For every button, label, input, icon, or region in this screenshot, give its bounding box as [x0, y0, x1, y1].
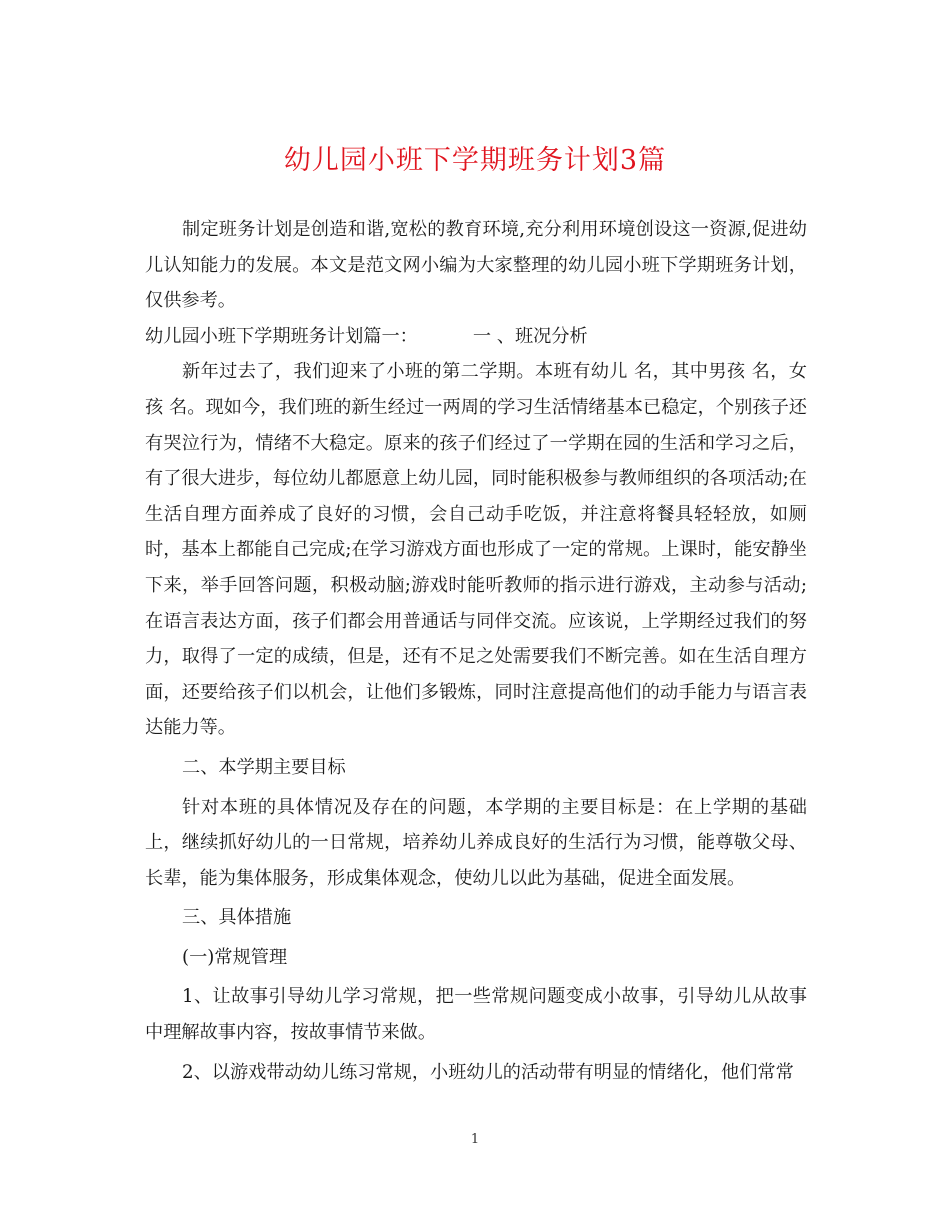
section3-heading: 三、具体措施 [182, 907, 292, 929]
list-item-1: 1、让故事引导幼儿学习常规，把一些常规问题变成小故事，引导幼儿从故事中理解故事内容，按故事情节来做。 [145, 986, 807, 1044]
section2-heading: 二、本学期主要目标 [182, 756, 346, 778]
document-title: 幼儿园小班下学期班务计划3篇 [283, 145, 667, 176]
document-body [145, 212, 807, 1090]
page-number: 1 [470, 1132, 480, 1147]
section2-paragraph: 针对本班的具体情况及存在的问题，本学期的主要目标是：在上学期的基础上，继续抓好幼儿的一日常规，培养幼儿养成良好的生活行为习惯，能尊敬父母、长辈，能为集体服务，形成集体观念，使幼儿以此为基础，促进全面发展。 [145, 796, 807, 889]
subsection1-heading: (一)常规管理 [182, 946, 288, 968]
intro-paragraph: 制定班务计划是创造和谐,宽松的教育环境,充分利用环境创设这一资源,促进幼儿认知能力的发展。本文是范文网小编为大家整理的幼儿园小班下学期班务计划，仅供参考。 [145, 219, 807, 312]
section1-paragraph: 新年过去了，我们迎来了小班的第二学期。本班有幼儿 名，其中男孩 名，女孩 名。现如今，我们班的新生经过一两周的学习生活情绪基本已稳定，个别孩子还有哭泣行为，情绪不大稳定。原来的孩子们经过了一学期在园的生活和学习之后，有了很大进步，每位幼儿都愿意上幼儿园，同时能积极参与教师组织的各项活动;在生活自理方面养成了良好的习惯，会自己动手吃饭，并注意将餐具轻轻放，如厕时，基本上都能自己完成;在学习游戏方面也形成了一定的常规。上课时，能安静坐下来，举手回答问题，积极动脑;游戏时能听教师的指示进行游戏，主动参与活动;在语言表达方面，孩子们都会用普通话与同伴交流。应该说，上学期经过我们的努力，取得了一定的成绩，但是，还有不足之处需要我们不断完善。如在生活自理方面，还要给孩子们以机会，让他们多锻炼，同时注意提高他们的动手能力与语言表达能力等。 [145, 361, 807, 739]
section1-heading: 一 、班况分析 [472, 325, 588, 347]
part-one-label: 幼儿园小班下学期班务计划篇一： [145, 325, 418, 347]
list-item-2: 2、以游戏带动幼儿练习常规，小班幼儿的活动带有明显的情绪化，他们常常 [182, 1061, 794, 1083]
part-one-heading-line [145, 319, 807, 355]
